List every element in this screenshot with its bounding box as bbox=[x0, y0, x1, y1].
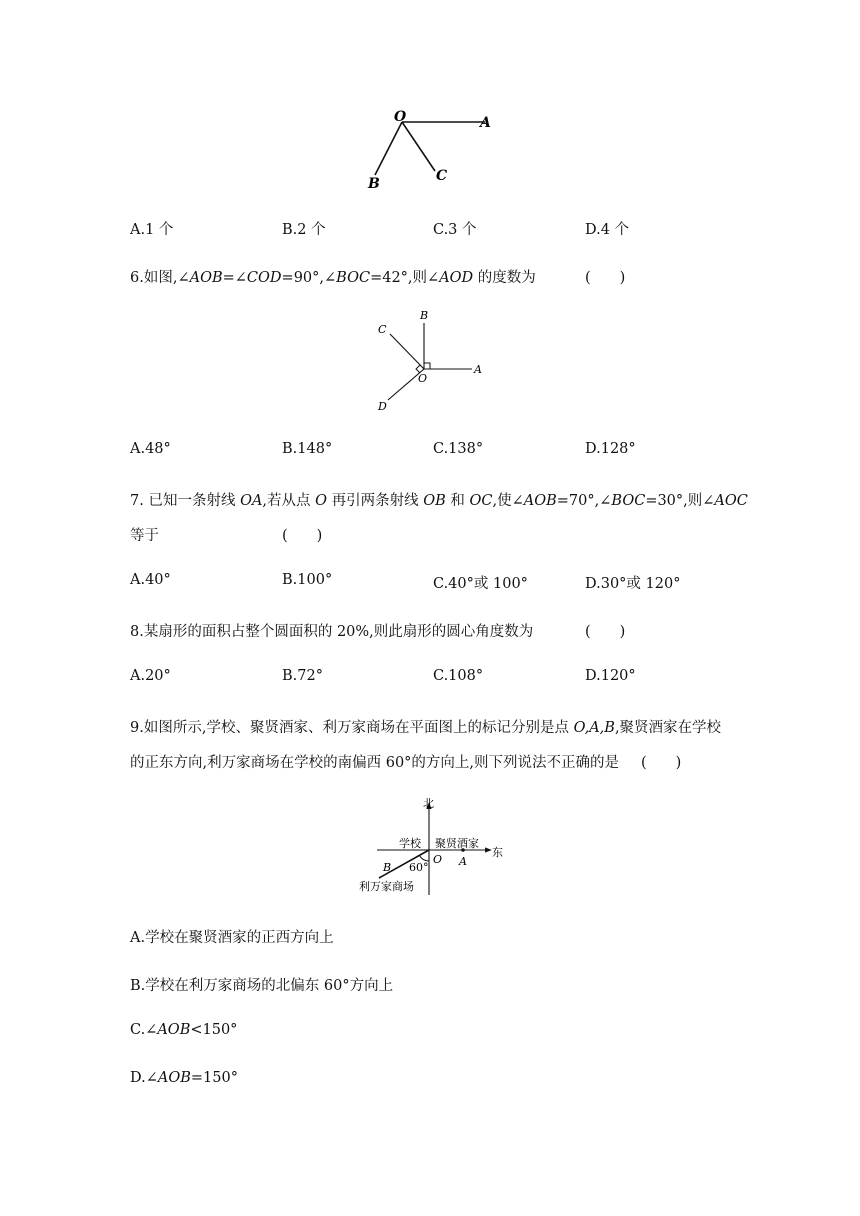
label-a: A bbox=[480, 115, 491, 131]
label-b: B bbox=[420, 309, 429, 322]
q5-option-c[interactable]: C.3 个 bbox=[433, 222, 477, 238]
q7-angle-aoc: ∠AOC bbox=[702, 493, 748, 509]
question-7-line2: 等于 bbox=[130, 528, 159, 544]
q9-option-c-value: <150° bbox=[190, 1022, 238, 1038]
label-b: B bbox=[368, 176, 380, 192]
question-9-line2: 的正东方向,利万家商场在学校的南偏西 60°的方向上,则下列说法不正确的是 bbox=[130, 755, 620, 771]
q9-option-c-angle: ∠AOB bbox=[145, 1022, 191, 1038]
q6-option-d[interactable]: D.128° bbox=[585, 441, 636, 457]
label-o: O bbox=[433, 853, 443, 866]
q8-answer-blank[interactable]: ( ) bbox=[585, 624, 626, 640]
q7-answer-blank[interactable]: ( ) bbox=[282, 528, 323, 544]
q8-option-b[interactable]: B.72° bbox=[282, 668, 323, 684]
q9-option-d[interactable] bbox=[130, 1070, 238, 1086]
q6-option-a[interactable]: A.48° bbox=[130, 441, 171, 457]
restaurant-label: 聚贤酒家 bbox=[435, 837, 479, 850]
label-a: A bbox=[474, 363, 482, 376]
q9-points: O,A,B bbox=[573, 720, 615, 736]
question-9-text bbox=[130, 716, 721, 737]
angle-label: 60° bbox=[409, 861, 429, 874]
q6-part: = bbox=[222, 270, 235, 286]
q7-point-o: O bbox=[315, 493, 328, 509]
q5-option-d[interactable]: D.4 个 bbox=[585, 222, 630, 238]
figure-q6 bbox=[370, 305, 500, 420]
label-o: O bbox=[394, 109, 407, 125]
q7-option-a[interactable]: A.40° bbox=[130, 572, 171, 588]
q7-part: ,使 bbox=[492, 493, 512, 509]
q7-part: 再引两条射线 bbox=[327, 493, 424, 509]
q7-option-d[interactable]: D.30°或 120° bbox=[585, 576, 681, 592]
q6-angle-boc: ∠BOC bbox=[324, 270, 371, 286]
q9-answer-blank[interactable]: ( ) bbox=[641, 755, 682, 771]
q7-ray-ob: OB bbox=[423, 493, 446, 509]
north-label: 北 bbox=[423, 797, 434, 810]
q6-part: 的度数为 bbox=[473, 270, 536, 286]
figure-q9 bbox=[355, 795, 515, 905]
ray-oc bbox=[390, 334, 424, 369]
q9-option-d-value: =150° bbox=[190, 1070, 238, 1086]
q6-angle-aob: ∠AOB bbox=[177, 270, 223, 286]
q9-option-d-angle: ∠AOB bbox=[145, 1070, 191, 1086]
q6-part: 6.如图, bbox=[130, 270, 178, 286]
q8-option-c[interactable]: C.108° bbox=[433, 668, 484, 684]
q9-option-b[interactable]: B.学校在利万家商场的北偏东 60°方向上 bbox=[130, 978, 394, 994]
q6-option-b[interactable]: B.148° bbox=[282, 441, 333, 457]
q7-option-b[interactable]: B.100° bbox=[282, 572, 333, 588]
label-b: B bbox=[383, 861, 392, 874]
ray-oc bbox=[402, 122, 435, 171]
figure-q5 bbox=[360, 105, 500, 195]
q9-option-c[interactable] bbox=[130, 1022, 237, 1038]
school-label: 学校 bbox=[399, 837, 421, 850]
q5-option-a[interactable]: A.1 个 bbox=[130, 222, 174, 238]
q9-option-d-prefix: D. bbox=[130, 1070, 146, 1086]
q9-option-c-prefix: C. bbox=[130, 1022, 146, 1038]
q7-part: ,若从点 bbox=[262, 493, 316, 509]
q6-part: =42°,则 bbox=[370, 270, 428, 286]
q6-part: =90°, bbox=[281, 270, 325, 286]
question-7-text bbox=[130, 489, 748, 510]
question-6-text bbox=[130, 266, 536, 287]
mall-label: 利万家商场 bbox=[359, 880, 414, 893]
label-a: A bbox=[459, 855, 467, 868]
ray-ob bbox=[375, 122, 402, 175]
label-c: C bbox=[436, 168, 448, 184]
right-angle-mark-aob bbox=[424, 363, 430, 369]
q8-option-a[interactable]: A.20° bbox=[130, 668, 171, 684]
q9-part: 9.如图所示,学校、聚贤酒家、利万家商场在平面图上的标记分别是点 bbox=[130, 720, 574, 736]
q6-angle-cod: ∠COD bbox=[234, 270, 282, 286]
q7-angle-boc: ∠BOC bbox=[599, 493, 646, 509]
q6-angle-aod: ∠AOD bbox=[427, 270, 474, 286]
q7-angle-aob: ∠AOB bbox=[511, 493, 557, 509]
q7-ray-oc: OC bbox=[469, 493, 493, 509]
q7-ray-oa: OA bbox=[240, 493, 263, 509]
east-label: 东 bbox=[492, 846, 503, 859]
label-c: C bbox=[378, 323, 387, 336]
q7-part: =70°, bbox=[556, 493, 600, 509]
q7-part: 和 bbox=[445, 493, 470, 509]
q7-part: =30°,则 bbox=[645, 493, 703, 509]
q9-option-a[interactable]: A.学校在聚贤酒家的正西方向上 bbox=[130, 930, 334, 946]
q8-option-d[interactable]: D.120° bbox=[585, 668, 636, 684]
label-d: D bbox=[378, 400, 387, 413]
q7-part: 7. 已知一条射线 bbox=[130, 493, 241, 509]
label-o: O bbox=[418, 372, 428, 385]
q5-option-b[interactable]: B.2 个 bbox=[282, 222, 326, 238]
q7-option-c[interactable]: C.40°或 100° bbox=[433, 576, 528, 592]
question-8-text: 8.某扇形的面积占整个圆面积的 20%,则此扇形的圆心角度数为 bbox=[130, 624, 534, 640]
q6-answer-blank[interactable]: ( ) bbox=[585, 270, 626, 286]
q6-option-c[interactable]: C.138° bbox=[433, 441, 484, 457]
q9-part: ,聚贤酒家在学校 bbox=[614, 720, 722, 736]
